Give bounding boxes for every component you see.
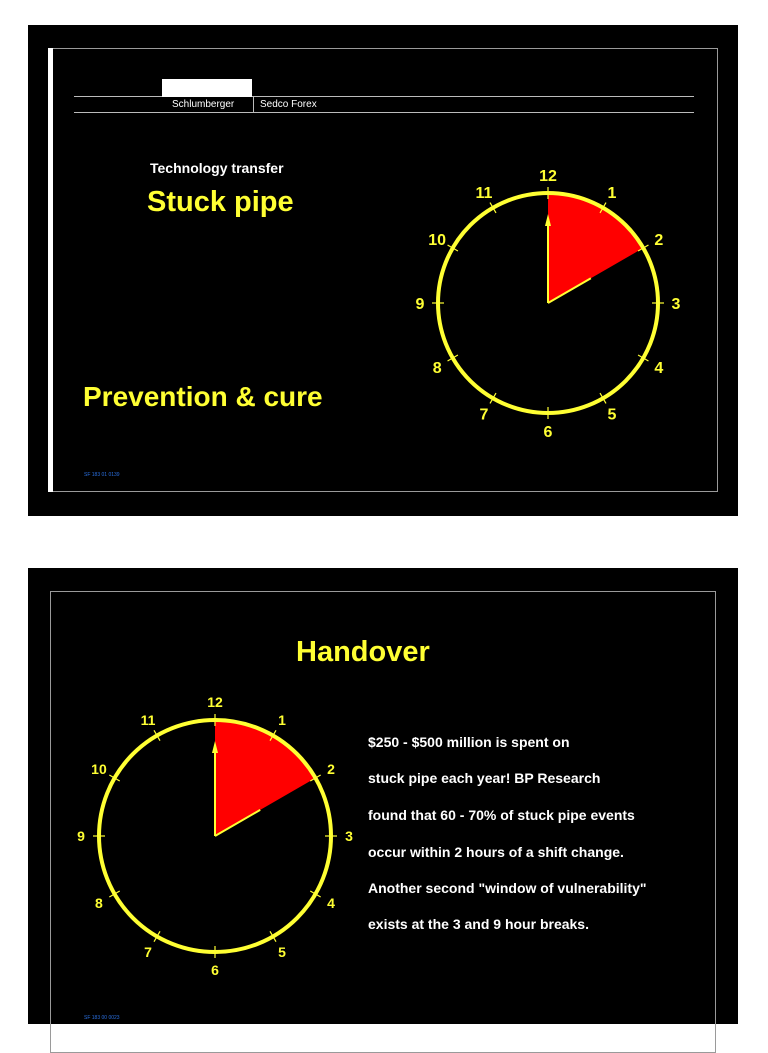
clock-number: 3 <box>671 295 681 313</box>
body-line: Another second "window of vulnerability" <box>368 880 647 896</box>
body-line: found that 60 - 70% of stuck pipe events <box>368 807 635 823</box>
header-company: Schlumberger <box>172 99 235 110</box>
clock-number: 4 <box>654 359 664 377</box>
body-line: occur within 2 hours of a shift change. <box>368 844 624 860</box>
clock-number: 11 <box>475 184 493 202</box>
clock-sector <box>548 193 643 303</box>
header-divider <box>253 97 254 112</box>
header-logo-box <box>162 79 252 97</box>
clock-number: 8 <box>95 895 103 912</box>
body-line: exists at the 3 and 9 hour breaks. <box>368 916 589 932</box>
clock-number: 5 <box>278 944 286 961</box>
clock-number: 6 <box>543 423 553 441</box>
slide-1-subtitle: Technology transfer <box>150 160 284 176</box>
clock-number: 6 <box>211 962 219 978</box>
header-rule-bottom <box>74 112 694 113</box>
slide-1 <box>28 25 738 516</box>
clock-number: 7 <box>144 944 152 961</box>
clock-sector <box>215 720 315 836</box>
slide-2-title: Handover <box>296 636 430 668</box>
clock-number: 11 <box>140 711 156 728</box>
clock-2 <box>73 688 358 978</box>
slide-1-left-bar <box>48 48 53 492</box>
clock-1 <box>408 165 683 450</box>
clock-number: 4 <box>327 895 335 912</box>
slide-2-footer-code: SF 183 00 0023 <box>84 1015 120 1021</box>
body-line: stuck pipe each year! BP Research <box>368 770 601 786</box>
clock-number: 1 <box>607 184 617 202</box>
clock-number: 12 <box>539 167 557 185</box>
slide-1-footer-code: SF 183 01 0139 <box>84 472 120 478</box>
clock-number: 2 <box>654 231 664 249</box>
body-line: $250 - $500 million is spent on <box>368 734 570 750</box>
slide-2 <box>28 568 738 1024</box>
clock-number: 10 <box>428 231 447 249</box>
clock-number: 9 <box>415 295 425 313</box>
clock-number: 2 <box>327 761 335 778</box>
clock-number: 3 <box>345 828 353 845</box>
clock-number: 5 <box>607 406 617 424</box>
slide-1-tagline: Prevention & cure <box>83 381 323 412</box>
clock-number: 10 <box>91 761 107 778</box>
clock-number: 7 <box>479 406 489 424</box>
clock-number: 12 <box>207 694 223 711</box>
slide-1-title: Stuck pipe <box>147 186 294 218</box>
clock-number: 9 <box>77 828 85 845</box>
header-partner: Sedco Forex <box>260 99 317 110</box>
clock-number: 8 <box>432 359 442 377</box>
clock-number: 1 <box>278 711 286 728</box>
